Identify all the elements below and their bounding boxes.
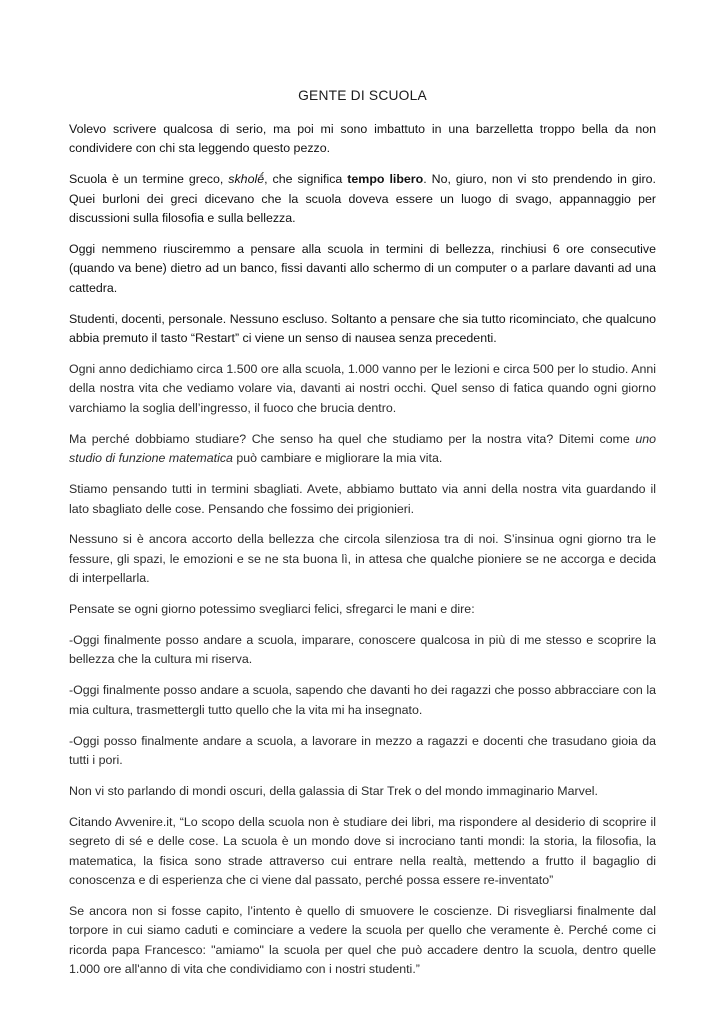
paragraph-etymology bbox=[69, 170, 656, 228]
paragraph-today: Oggi nemmeno riusciremmo a pensare alla scuola in termini di bellezza, rinchiusi 6 ore consecutive (quando va bene) dietro ad un banco, fissi davanti allo schermo di un computer o a parlare davanti ad una cattedra. bbox=[69, 242, 656, 295]
paragraph-imagine: Pensate se ogni giorno potessimo svegliarci felici, sfregarci le mani e dire: bbox=[69, 602, 475, 617]
text-run: , che significa bbox=[264, 172, 348, 187]
paragraph-beauty: Nessuno si è ancora accorto della bellezza che circola silenziosa tra di noi. S’insinua ogni giorno tra le fessure, gli spazi, le emozioni e se ne sta buona lì, in attesa che qualche pioniere se ne accorga e decida di interpellarla. bbox=[69, 532, 656, 586]
paragraph-quote: Citando Avvenire.it, “Lo scopo della scuola non è studiare dei libri, ma rispondere al desiderio di scoprire il segreto di sé e delle cose. La scuola è un mondo dove si incrociano tanti mondi: la storia, la filosofia, la matematica, la fisica sono strade attraverso cui entrare nella realtà, mettendo a frutto il bagaglio di conoscenza e di esperienza che ci viene dal passato, perché possa essere re-inventato” bbox=[69, 814, 656, 888]
page-title: GENTE DI SCUOLA bbox=[298, 88, 427, 103]
paragraph-staff-wish: -Oggi posso finalmente andare a scuola, a lavorare in mezzo a ragazzi e docenti che trasudano gioia da tutti i pori. bbox=[69, 733, 656, 768]
paragraph-conclusion: Se ancora non si fosse capito, l’intento è quello di smuovere le coscienze. Di risvegliarsi finalmente dal torpore in cui siamo caduti e cominciare a vedere la scuola per quello che veramente è. Perché come ci ricorda papa Francesco: "amiamo" la scuola per quel che può accadere dentro la scuola, dentro quelle 1.000 ore all'anno di vita che condividiamo con i nostri studenti.” bbox=[69, 904, 656, 977]
paragraph-hours: Ogni anno dedichiamo circa 1.500 ore alla scuola, 1.000 vanno per le lezioni e circa 500 per lo studio. Anni della nostra vita che vediamo volare via, davanti ai nostri occhi. Quel senso di fatica quando ogni giorno varchiamo la soglia dell’ingresso, il fuoco che brucia dentro. bbox=[69, 362, 656, 415]
paragraph-restart: Studenti, docenti, personale. Nessuno escluso. Soltanto a pensare che sia tutto ricominciato, che qualcuno abbia premuto il tasto “Restart” ci viene un senso di nausea senza precedenti. bbox=[69, 311, 656, 346]
paragraph-student-wish: -Oggi finalmente posso andare a scuola, imparare, conoscere qualcosa in più di me stesso e scoprire la bellezza che la cultura mi riserva. bbox=[69, 633, 656, 667]
text-run: Scuola è un termine greco, bbox=[69, 172, 229, 187]
article-body bbox=[69, 120, 656, 991]
text-run: . No, giuro, non vi sto prendendo in giro. Quei burloni dei greci dicevano che la scuola doveva essere un luogo di svago, appannaggio per discussioni sulla filosofia e sulla bellezza. bbox=[69, 172, 656, 226]
bold-term: tempo libero bbox=[347, 172, 424, 187]
paragraph-intro: Volevo scrivere qualcosa di serio, ma poi mi sono imbattuto in una barzelletta troppo bella da non condividere con chi sta leggendo questo pezzo. bbox=[69, 122, 656, 156]
greek-term: skholḗ bbox=[228, 172, 265, 187]
paragraph-not-fantasy: Non vi sto parlando di mondi oscuri, della galassia di Star Trek o del mondo immaginario Marvel. bbox=[69, 783, 598, 798]
text-run: Ma perché dobbiamo studiare? Che senso ha quel che studiamo per la nostra vita? Ditemi come bbox=[69, 431, 636, 446]
paragraph-why-study bbox=[69, 430, 656, 469]
paragraph-teacher-wish: -Oggi finalmente posso andare a scuola, sapendo che davanti ho dei ragazzi che posso abbracciare con la mia cultura, trasmettergli tutto quello che la vita mi ha insegnato. bbox=[69, 683, 656, 717]
paragraph-wrong-terms: Stiamo pensando tutti in termini sbagliati. Avete, abbiamo buttato via anni della nostra vita guardando il lato sbagliato delle cose. Pensando che fossimo dei prigionieri. bbox=[69, 482, 656, 516]
text-run: può cambiare e migliorare la mia vita. bbox=[232, 451, 443, 466]
italic-phrase: uno studio di funzione matematica bbox=[69, 431, 656, 466]
